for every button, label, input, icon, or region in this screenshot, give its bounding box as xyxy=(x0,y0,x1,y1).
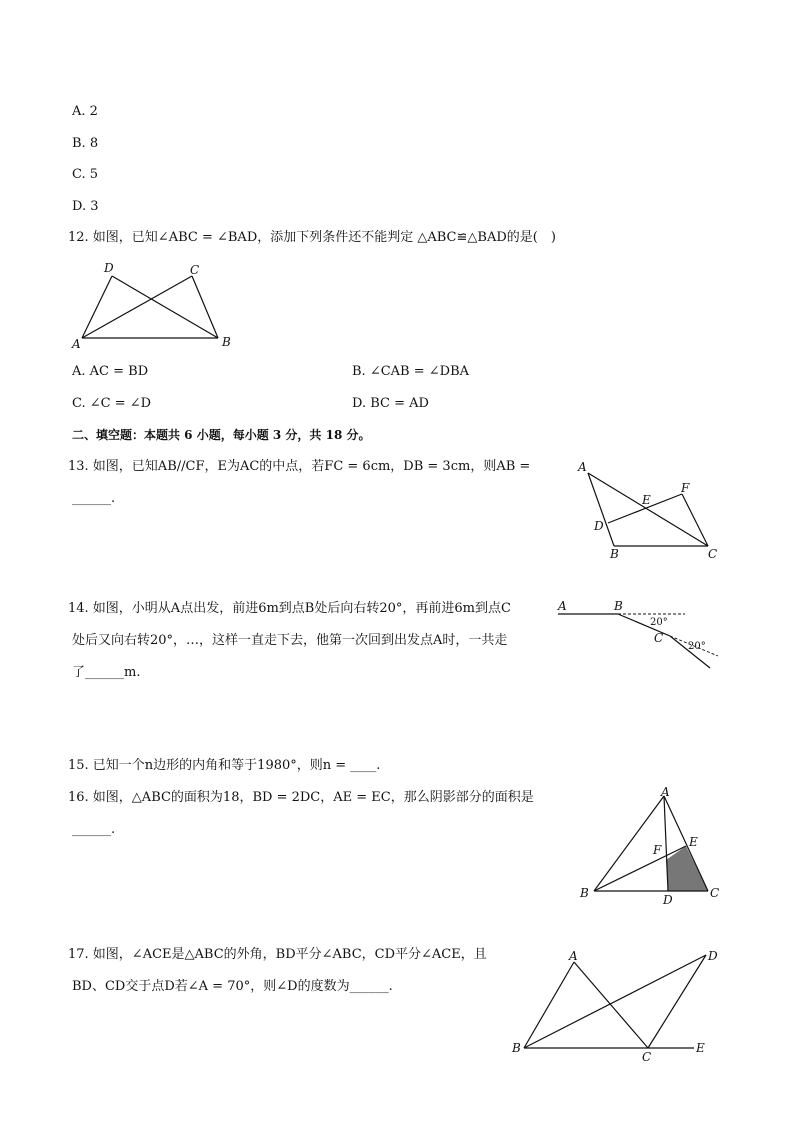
q12-label-b: B xyxy=(222,335,231,349)
q12-option-b: B. ∠CAB = ∠DBA xyxy=(352,364,470,379)
q14-label-c: C xyxy=(654,631,664,645)
q13-figure xyxy=(570,458,730,568)
q13-label-e: E xyxy=(642,493,651,507)
q16-label-d: D xyxy=(663,893,673,907)
q13-line2: ______. xyxy=(72,491,116,506)
q14-line2: 处后又向右转20°，…，这样一直走下去，他第一次回到出发点A时，一共走 xyxy=(72,633,508,648)
q11-option-c: C. 5 xyxy=(72,167,99,182)
q11-option-b: B. 8 xyxy=(72,136,99,151)
q12-label-d: D xyxy=(104,261,114,275)
q12-label-c: C xyxy=(190,263,200,277)
q14-line1: 14. 如图，小明从A点出发，前进6m到点B处后向右转20°，再前进6m到点C xyxy=(68,601,511,616)
q11-option-a: A. 2 xyxy=(72,104,98,119)
q17-label-b: B xyxy=(512,1041,521,1055)
q12-option-d: D. BC = AD xyxy=(352,396,429,411)
q14-label-b: B xyxy=(614,599,623,613)
q17-figure xyxy=(508,944,728,1066)
q14-line3: 了______m. xyxy=(72,665,141,680)
q16-label-e: E xyxy=(689,835,698,849)
q11-option-d: D. 3 xyxy=(72,199,99,214)
q13-label-c: C xyxy=(708,547,718,561)
q16-label-b: B xyxy=(580,886,589,900)
q13-line1: 13. 如图，已知AB//CF，E为AC的中点，若FC = 6cm，DB = 3cm，则AB = xyxy=(68,459,531,474)
q16-label-a: A xyxy=(661,785,670,799)
q16-label-c: C xyxy=(710,886,720,900)
q13-label-d: D xyxy=(594,519,604,533)
q14-angle-2: 20° xyxy=(688,641,706,652)
q13-label-a: A xyxy=(578,460,587,474)
q17-label-e: E xyxy=(696,1041,705,1055)
q17-label-a: A xyxy=(569,949,578,963)
q12-label-a: A xyxy=(72,337,81,351)
q14-angle-1: 20° xyxy=(650,617,668,628)
q16-line1: 16. 如图，△ABC的面积为18，BD = 2DC，AE = EC，那么阴影部分的面积是 xyxy=(68,790,534,805)
section-heading: 二、填空题：本题共 6 小题，每小题 3 分，共 18 分。 xyxy=(72,428,371,442)
q14-label-a: A xyxy=(558,599,567,613)
q15-line1: 15. 已知一个n边形的内角和等于1980°，则n = ____. xyxy=(68,758,381,773)
q17-label-c: C xyxy=(642,1050,652,1064)
q17-line1: 17. 如图，∠ACE是△ABC的外角，BD平分∠ABC，CD平分∠ACE，且 xyxy=(68,947,487,962)
q17-label-d: D xyxy=(708,949,718,963)
q13-label-f: F xyxy=(681,481,690,495)
q16-figure xyxy=(574,784,734,910)
q17-line2: BD、CD交于点D若∠A = 70°，则∠D的度数为______. xyxy=(72,979,393,994)
q12-option-a: A. AC = BD xyxy=(72,364,149,379)
q14-figure xyxy=(550,596,725,676)
q16-label-f: F xyxy=(653,843,662,857)
q13-label-b: B xyxy=(610,547,619,561)
q12-stem: 12. 如图，已知∠ABC = ∠BAD，添加下列条件还不能判定 △ABC≌△BAD的是( ) xyxy=(68,230,556,245)
q12-figure xyxy=(70,258,240,353)
q16-line2: ______. xyxy=(72,822,116,837)
q12-option-c: C. ∠C = ∠D xyxy=(72,396,152,411)
